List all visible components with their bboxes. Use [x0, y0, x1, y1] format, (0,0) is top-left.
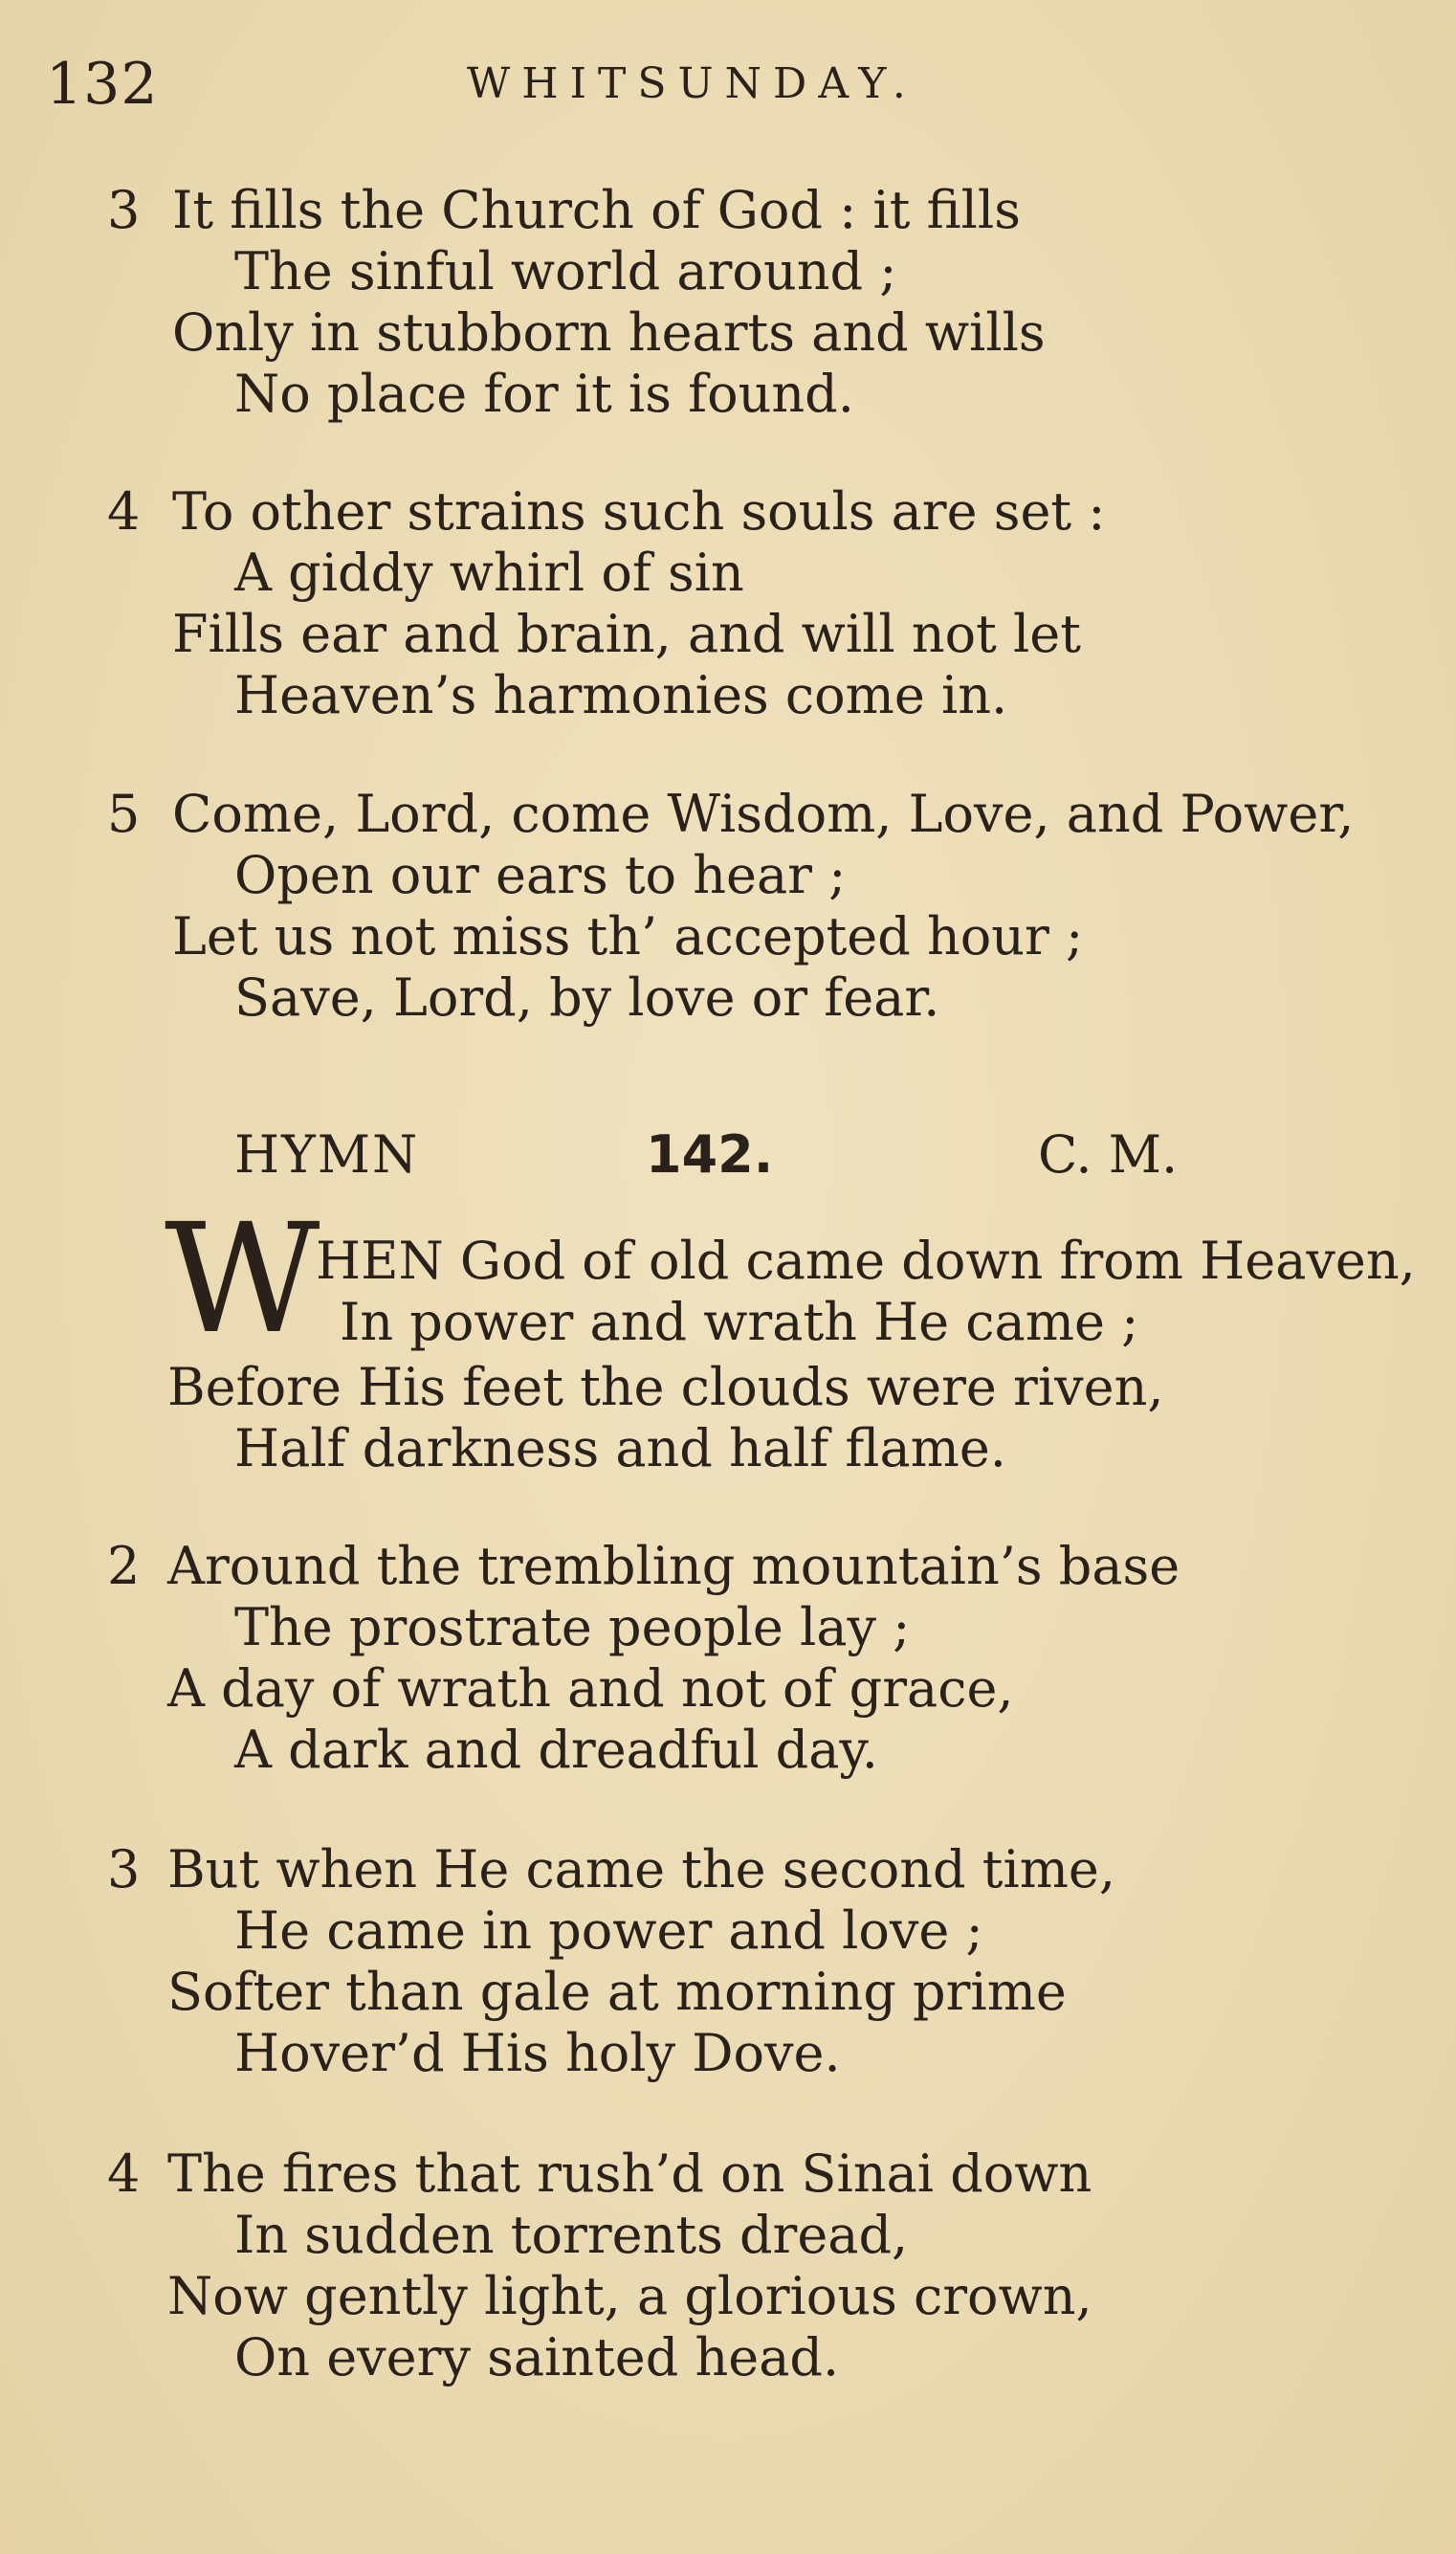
- verse-line: No place for it is found.: [234, 364, 854, 424]
- verse-number: 2: [107, 1536, 141, 1596]
- verse-number: 3: [107, 1839, 141, 1899]
- verse-line: The sinful world around ;: [234, 241, 897, 301]
- hymn-heading: [234, 1122, 1229, 1188]
- verse-line: Now gently light, a glorious crown,: [167, 2266, 1092, 2326]
- verse-line: A dark and dreadful day.: [234, 1720, 878, 1780]
- verse-line: Let us not miss th’ accepted hour ;: [172, 906, 1084, 966]
- verse-line: The fires that rush’d on Sinai down: [167, 2143, 1092, 2204]
- verse-line: Heaven’s harmonies come in.: [234, 665, 1008, 725]
- verse-number: 4: [107, 481, 141, 542]
- verse-line: But when He came the second time,: [167, 1839, 1116, 1899]
- page-number: 132: [46, 51, 159, 118]
- verse-number: 5: [107, 784, 141, 844]
- verse-line: Softer than gale at morning prime: [167, 1962, 1067, 2022]
- verse-line: It fills the Church of God : it fills: [172, 180, 1021, 240]
- verse-line: Save, Lord, by love or fear.: [234, 967, 940, 1028]
- verse-line: Only in stubborn hearts and wills: [172, 302, 1046, 363]
- verse-line: HEN God of old came down from Heaven,: [316, 1231, 1416, 1291]
- verse-line: Hover’d His holy Dove.: [234, 2023, 841, 2083]
- verse-line: Open our ears to hear ;: [234, 845, 847, 905]
- verse-line: Around the trembling mountain’s base: [167, 1536, 1180, 1596]
- verse-line: A day of wrath and not of grace,: [167, 1658, 1014, 1719]
- verse-number: 3: [107, 180, 141, 240]
- verse-line: On every sainted head.: [234, 2327, 840, 2387]
- verse-line: In power and wrath He came ;: [340, 1292, 1139, 1352]
- verse-line: A giddy whirl of sin: [234, 543, 744, 603]
- verse-line: He came in power and love ;: [234, 1900, 983, 1961]
- verse-line: Before His feet the clouds were riven,: [167, 1357, 1164, 1417]
- verse-number: 4: [107, 2143, 141, 2204]
- verse-line: In sudden torrents dread,: [234, 2205, 909, 2265]
- drop-cap: W: [165, 1191, 320, 1367]
- running-head: WHITSUNDAY.: [467, 59, 917, 108]
- verse-line: Come, Lord, come Wisdom, Love, and Power,: [172, 784, 1355, 844]
- verse-line: Half darkness and half flame.: [234, 1418, 1006, 1478]
- page-header: [46, 46, 1290, 122]
- hymn-number: 142.: [646, 1124, 774, 1185]
- hymn-label: HYMN: [234, 1124, 420, 1185]
- verse-line: Fills ear and brain, and will not let: [172, 604, 1081, 664]
- hymn-meter: C. M.: [1038, 1124, 1179, 1185]
- verse-line: To other strains such souls are set :: [172, 481, 1106, 542]
- verse-line: The prostrate people lay ;: [234, 1597, 911, 1657]
